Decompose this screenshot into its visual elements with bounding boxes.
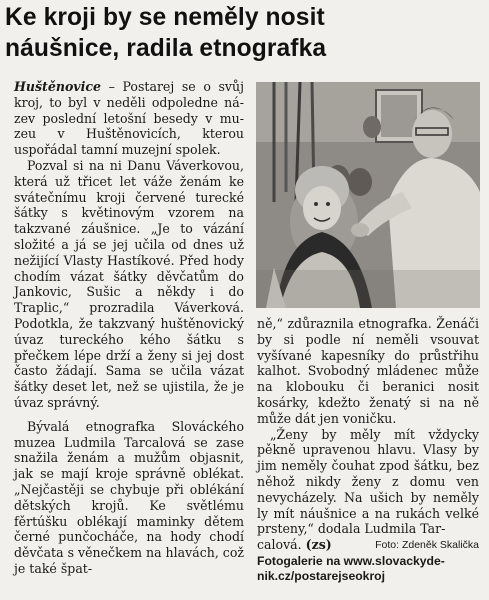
paragraph-4 [257, 316, 479, 427]
article-headline [5, 2, 485, 64]
author-initials: (zs) [305, 537, 332, 553]
photo-credit: Foto: Zdeněk Skalička [375, 539, 479, 552]
article-column-1 [14, 79, 244, 577]
paragraph-3 [14, 419, 244, 577]
dateline: Huštěnovice [14, 79, 101, 94]
article-photo [256, 82, 480, 308]
gallery-line-2[interactable]: nik.cz/postarejseokroj [257, 569, 386, 584]
news-photo-icon [256, 82, 480, 308]
paragraph-1 [14, 79, 244, 158]
paragraph-6 [257, 537, 479, 553]
paragraph-text: „Ženy by měly mít vždycky pěkně upravenou hlavu. Vlasy by jim neměly čouhat zpod šátku, bez něhož nikdy ženy z domu ven nevycházely. Na ušich by neměly ly mít náušnice a na rukách velké prsteny,“ dodala Ludmila Tar- [257, 426, 479, 537]
closing-text: calová. [257, 537, 302, 553]
gallery-line-1[interactable]: Fotogalerie na www.slovackyde- [257, 553, 445, 568]
article-column-2 [257, 316, 479, 585]
paragraph-2 [14, 158, 244, 411]
paragraph-text: Bývalá etnografka Slováckého muzea Ludmila Tarcalová se zase snažila ženám a mužům objasnit, jak se mají kroje správně oblékat. „Nejčastěji se chybuje při oblékání dětských krojů. Ke světlému fěrtúšku oblékají maminky dětem černé punčocháče, na hody chodí děvčata s věnečkem na hlavách, což je také špat- [14, 418, 244, 576]
headline-line-1: Ke kroji by se neměly nosit [5, 4, 325, 31]
gallery-link[interactable] [257, 554, 479, 585]
paragraph-text: – Postarej se o svůj kroj, to byl v neděli odpoledne název poslední letošní besedy v muzeu v Huštěnovicích, kterou uspořádal tamní muzejní spolek. [14, 79, 244, 158]
headline-line-2: náušnice, radila etnografka [5, 35, 327, 62]
paragraph-text: Pozval si na ni Danu Váverkovou, která už třicet let váže ženám ke svátečnímu kroji červené turecké šátky s květinovým vzorem na takzvané záušnice. „Je to vázání složité a já se jej učila od dnes už nežijící Vlasty Hastíkové. Před hody chodím vázat šátky děvčatům do Jankovic, Sušic a někdy i do Traplic,“ prozradila Váverková. Podotkla, že takzvaný huštěnovický úvaz tureckého kého šátku s přečkem lépe drží a ženy si jej dost často žádají. Sama se učila vázat šátky deset let, než se ujistila, že je úvaz správný. [14, 157, 244, 410]
paragraph-5 [257, 427, 479, 538]
paragraph-text: ně,“ zdůraznila etnografka. Ženáči by si podle ní neměli vsouvat vyšívané kapesníky do průstřihu kalhot. Svobodný mládenec může na klobouku či beranici nosit kosárky, kdežto ženatý si na ně může dát jen voničku. [257, 316, 479, 426]
